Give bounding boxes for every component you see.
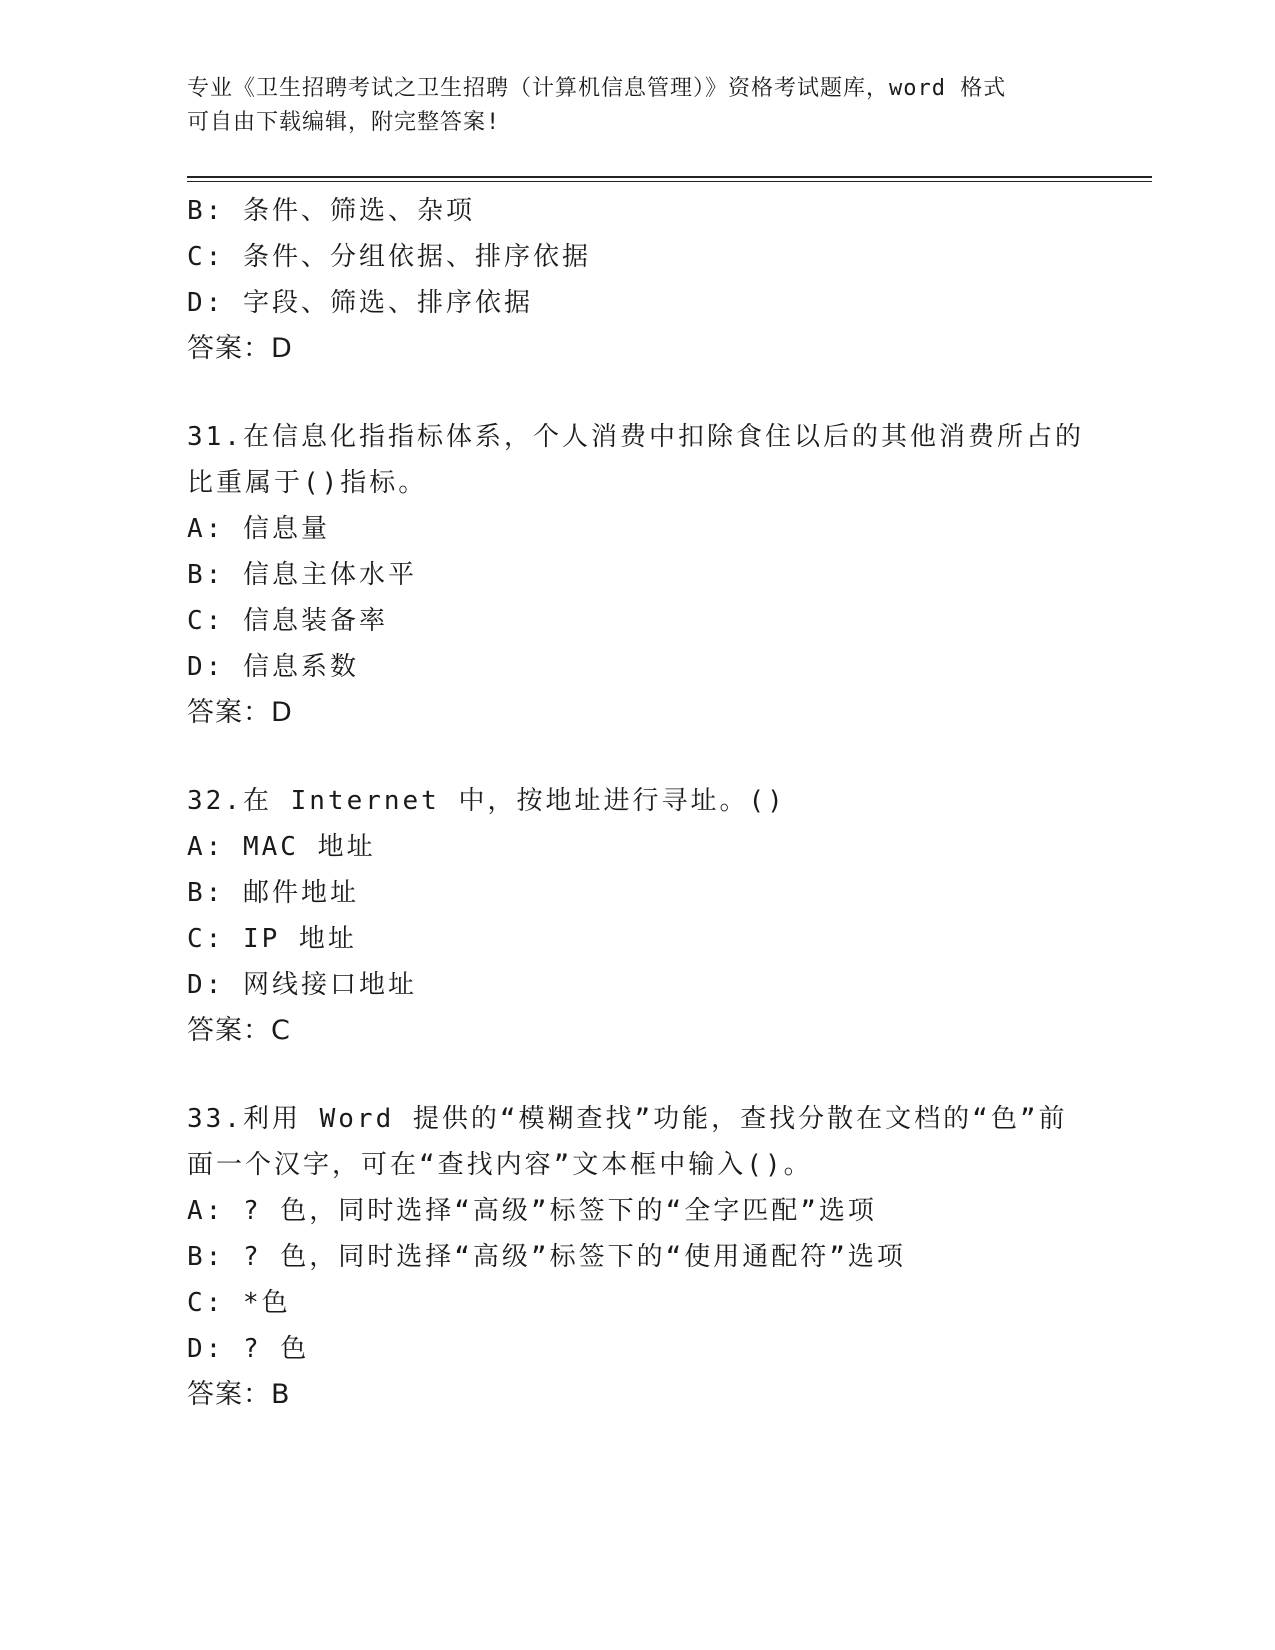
option-c: C: 信息装备率	[187, 606, 388, 636]
header-line-2: 可自由下载编辑，附完整答案!	[187, 110, 501, 135]
option-b: B: 信息主体水平	[187, 560, 417, 590]
option-d: D: 字段、筛选、排序依据	[187, 288, 533, 318]
question-stem-line: 面一个汉字，可在“查找内容”文本框中输入()。	[187, 1150, 813, 1180]
question-30-continuation	[187, 188, 1087, 372]
question-32	[187, 778, 1087, 1054]
option-a: A: 信息量	[187, 514, 330, 544]
option-d: D: ? 色	[187, 1334, 310, 1364]
option-c: C: IP 地址	[187, 924, 357, 954]
question-stem-line: 32.在 Internet 中，按地址进行寻址。()	[187, 786, 786, 816]
option-c: C: 条件、分组依据、排序依据	[187, 242, 591, 272]
question-list	[187, 188, 1087, 1418]
option-c: C: *色	[187, 1288, 291, 1318]
header-divider-top	[187, 176, 1152, 178]
option-d: D: 网线接口地址	[187, 970, 417, 1000]
answer: 答案：C	[187, 1015, 291, 1046]
question-stem-line: 比重属于()指标。	[187, 468, 428, 498]
document-header	[187, 72, 1087, 140]
answer: 答案：D	[187, 333, 293, 364]
question-33	[187, 1096, 1087, 1418]
question-stem-line: 31.在信息化指指标体系，个人消费中扣除食住以后的其他消费所占的	[187, 422, 1084, 452]
option-a: A: ? 色，同时选择“高级”标签下的“全字匹配”选项	[187, 1196, 877, 1226]
option-b: B: ? 色，同时选择“高级”标签下的“使用通配符”选项	[187, 1242, 906, 1272]
question-31	[187, 414, 1087, 736]
option-b: B: 条件、筛选、杂项	[187, 196, 475, 226]
option-a: A: MAC 地址	[187, 832, 376, 862]
header-line-1: 专业《卫生招聘考试之卫生招聘（计算机信息管理）》资格考试题库，word 格式	[187, 76, 1007, 101]
option-b: B: 邮件地址	[187, 878, 359, 908]
question-stem-line: 33.利用 Word 提供的“模糊查找”功能，查找分散在文档的“色”前	[187, 1104, 1068, 1134]
answer: 答案：B	[187, 1379, 291, 1410]
answer: 答案：D	[187, 697, 293, 728]
header-divider-bottom	[187, 181, 1152, 182]
option-d: D: 信息系数	[187, 652, 359, 682]
